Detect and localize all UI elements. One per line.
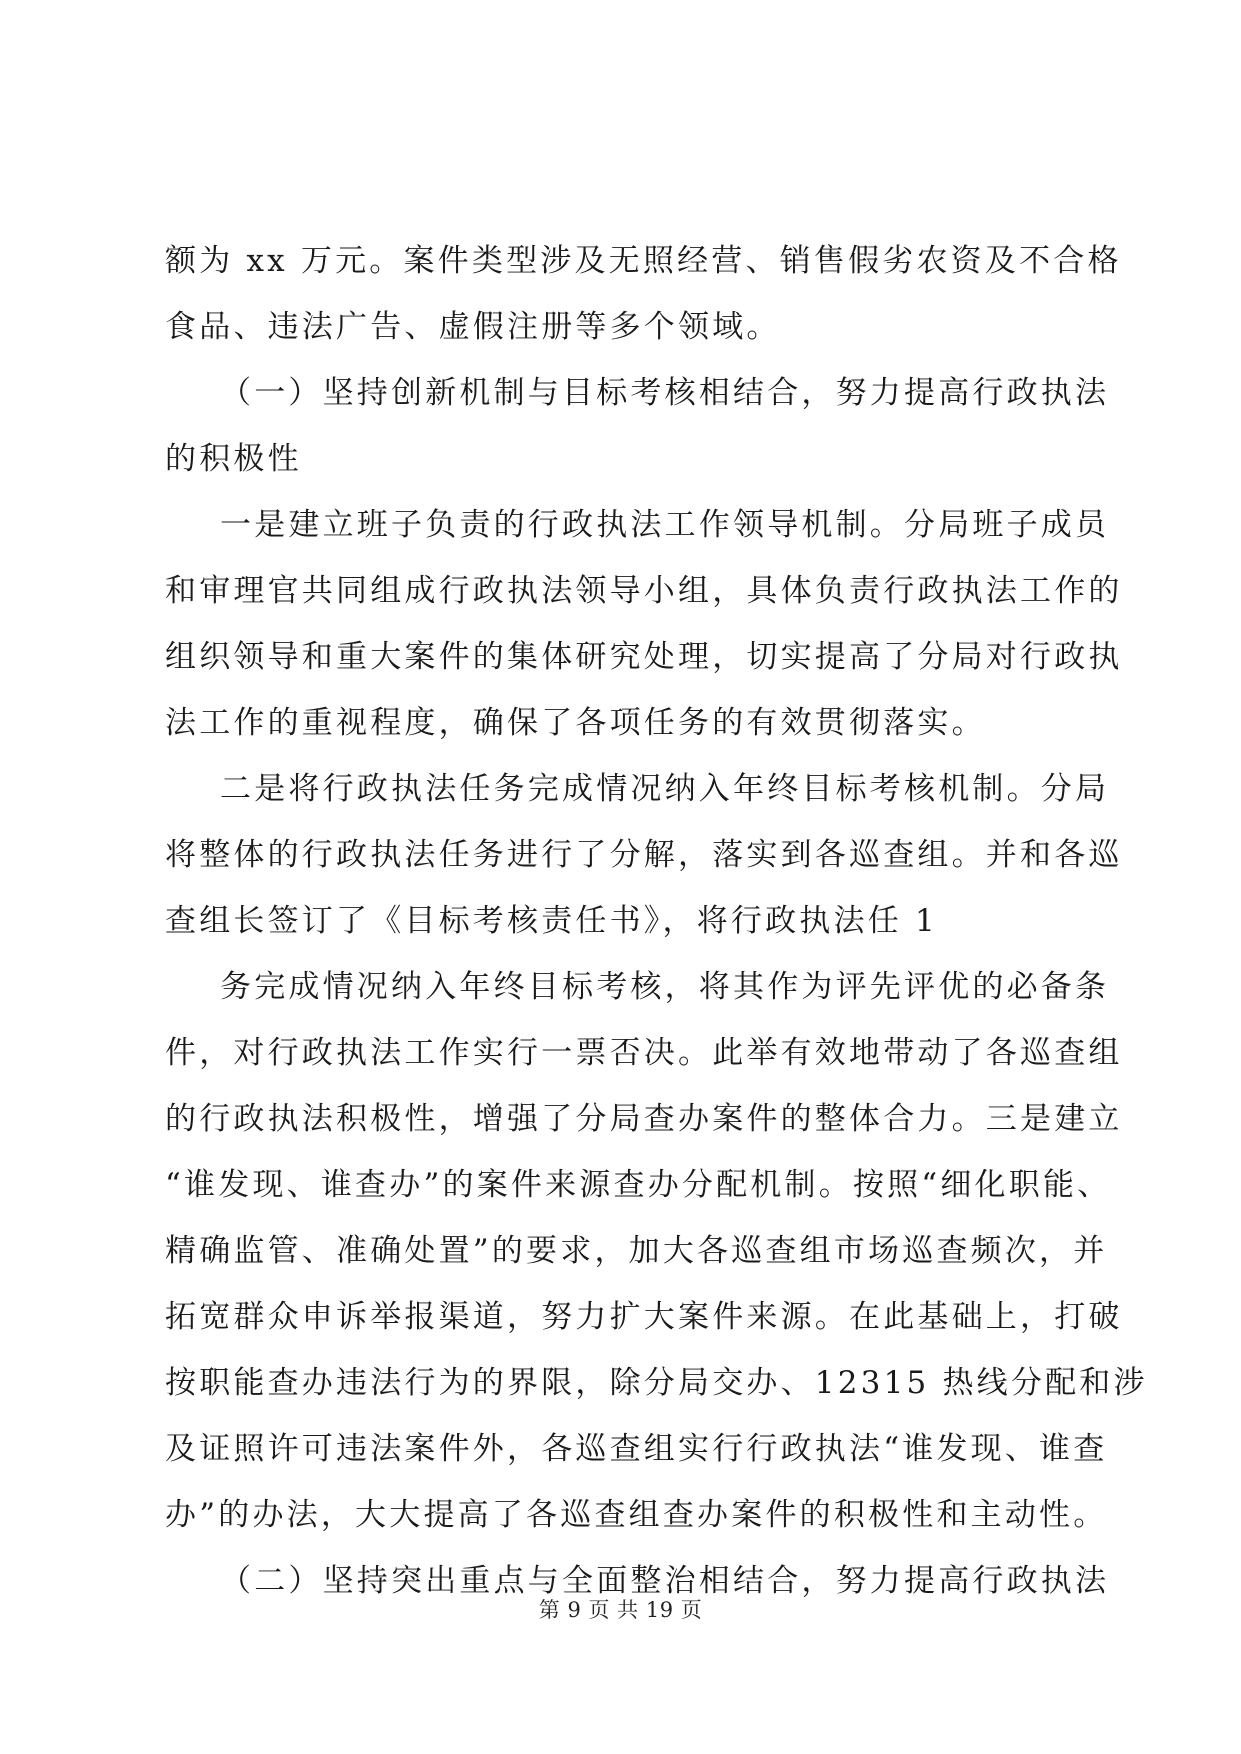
body-line: 一是建立班子负责的行政执法工作领导机制。分局班子成员: [220, 507, 1110, 543]
body-line: 将整体的行政执法任务进行了分解，落实到各巡查组。并和各巡: [165, 837, 1123, 873]
body-line: 按职能查办违法行为的界限，除分局交办、12315 热线分配和涉: [165, 1365, 1148, 1401]
body-line: 法工作的重视程度，确保了各项任务的有效贯彻落实。: [165, 705, 986, 741]
body-line: 务完成情况纳入年终目标考核，将其作为评先评优的必备条: [220, 969, 1110, 1005]
body-line: “谁发现、谁查办”的案件来源查办分配机制。按照“细化职能、: [165, 1167, 1112, 1203]
body-line: 组织领导和重大案件的集体研究处理，切实提高了分局对行政执: [165, 639, 1123, 675]
body-line: 及证照许可违法案件外，各巡查组实行行政执法“谁发现、谁查: [165, 1431, 1108, 1467]
body-line: 查组长签订了《目标考核责任书》，将行政执法任 1: [165, 903, 938, 939]
body-line: 的行政执法积极性，增强了分局查办案件的整体合力。三是建立: [165, 1101, 1123, 1137]
body-line: 件，对行政执法工作实行一票否决。此举有效地带动了各巡查组: [165, 1035, 1123, 1071]
body-line: （一）坚持创新机制与目标考核相结合，努力提高行政执法: [220, 375, 1110, 411]
body-line: 食品、违法广告、虚假注册等多个领域。: [165, 309, 781, 345]
page-footer: 第 9 页 共 19 页: [538, 1598, 703, 1622]
body-line: 的积极性: [165, 441, 302, 477]
document-body: [165, 228, 1148, 1614]
body-line: 办”的办法，大大提高了各巡查组查办案件的积极性和主动性。: [165, 1497, 1108, 1533]
body-line: 拓宽群众申诉举报渠道，努力扩大案件来源。在此基础上，打破: [165, 1299, 1123, 1335]
body-line: 二是将行政执法任务完成情况纳入年终目标考核机制。分局: [220, 771, 1110, 807]
body-line: 额为 xx 万元。案件类型涉及无照经营、销售假劣农资及不合格: [165, 243, 1122, 279]
body-line: 精确监管、准确处置”的要求，加大各巡查组市场巡查频次，并: [165, 1233, 1108, 1269]
body-line: 和审理官共同组成行政执法领导小组，具体负责行政执法工作的: [165, 573, 1123, 609]
body-line: （二）坚持突出重点与全面整治相结合，努力提高行政执法: [220, 1563, 1110, 1599]
